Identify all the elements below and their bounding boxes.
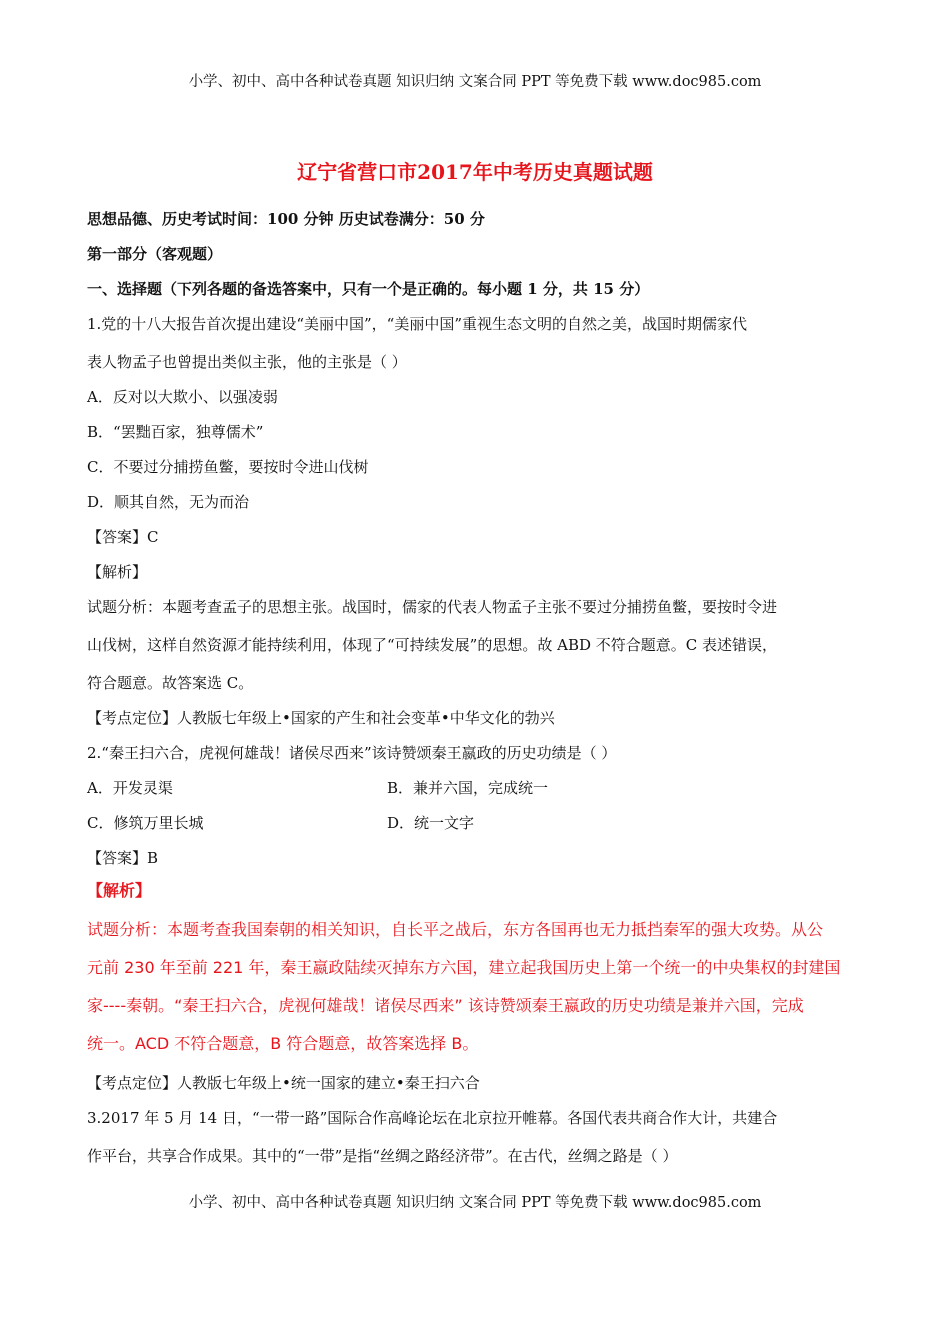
- q2-analysis-line: 元前 230 年至前 221 年，秦王嬴政陆续灭掉东方六国，建立起我国历史上第一个统一的中央集权的封建国: [87, 958, 841, 977]
- q1-analysis-line: 试题分析：本题考查孟子的思想主张。战国时，儒家的代表人物孟子主张不要过分捕捞鱼鳖，要按时令进: [87, 598, 778, 616]
- q2-analysis-line: 试题分析：本题考查我国秦朝的相关知识，自长平之战后，东方各国再也无力抵挡秦军的强大攻势。从公: [87, 920, 824, 939]
- document-title: 辽宁省营口市2017年中考历史真题试题: [297, 160, 653, 184]
- q2-stem: 2.“秦王扫六合，虎视何雄哉！诸侯尽西来”该诗赞颂秦王嬴政的历史功绩是（ ）: [87, 744, 617, 762]
- q1-stem-line: 表人物孟子也曾提出类似主张，他的主张是（ ）: [87, 353, 407, 371]
- page-footer: 小学、初中、高中各种试卷真题 知识归纳 文案合同 PPT 等免费下载 www.doc985.com: [188, 1195, 762, 1211]
- q2-option-b: B．兼并六国，完成统一: [387, 779, 549, 797]
- q1-option-b: B．“罢黜百家，独尊儒术”: [87, 423, 264, 441]
- exam-info: 思想品德、历史考试时间：100 分钟 历史试卷满分：50 分: [87, 210, 485, 228]
- q2-option-c: C．修筑万里长城: [87, 814, 204, 832]
- q3-stem-line: 作平台，共享合作成果。其中的“一带”是指“丝绸之路经济带”。在古代，丝绸之路是（ ）: [87, 1147, 678, 1165]
- q2-answer: 【答案】B: [87, 849, 159, 867]
- q1-answer: 【答案】C: [87, 528, 159, 546]
- q1-analysis-label: 【解析】: [87, 563, 148, 581]
- q1-analysis-line: 山伐树，这样自然资源才能持续利用，体现了“可持续发展”的思想。故 ABD 不符合题意。C 表述错误，: [87, 636, 778, 654]
- page-header: 小学、初中、高中各种试卷真题 知识归纳 文案合同 PPT 等免费下载 www.doc985.com: [188, 74, 762, 90]
- q2-analysis-label: 【解析】: [87, 881, 152, 900]
- q2-analysis-line: 家----秦朝。“秦王扫六合，虎视何雄哉！诸侯尽西来” 该诗赞颂秦王嬴政的历史功绩是兼并六国，完成: [87, 996, 804, 1015]
- q1-kaodian: 【考点定位】人教版七年级上•国家的产生和社会变革•中华文化的勃兴: [87, 709, 555, 727]
- q2-option-d: D．统一文字: [387, 814, 475, 832]
- q1-option-d: D．顺其自然，无为而治: [87, 493, 250, 511]
- q2-option-a: A．开发灵渠: [87, 779, 173, 797]
- q2-analysis-line: 统一。ACD 不符合题意，B 符合题意，故答案选择 B。: [87, 1034, 479, 1053]
- q1-option-c: C．不要过分捕捞鱼鳖，要按时令进山伐树: [87, 458, 369, 476]
- q3-stem-line: 3.2017 年 5 月 14 日，“一带一路”国际合作高峰论坛在北京拉开帷幕。各国代表共商合作大计，共建合: [87, 1109, 778, 1127]
- q2-kaodian: 【考点定位】人教版七年级上•统一国家的建立•秦王扫六合: [87, 1074, 480, 1092]
- section-heading: 一、选择题（下列各题的备选答案中，只有一个是正确的。每小题 1 分，共 15 分）: [87, 280, 650, 298]
- q1-option-a: A．反对以大欺小、以强凌弱: [87, 388, 278, 406]
- q1-analysis-line: 符合题意。故答案选 C。: [87, 674, 254, 692]
- q1-stem-line: 1.党的十八大报告首次提出建设“美丽中国”，“美丽中国”重视生态文明的自然之美，战国时期儒家代: [87, 315, 747, 333]
- part-heading: 第一部分（客观题）: [87, 245, 223, 263]
